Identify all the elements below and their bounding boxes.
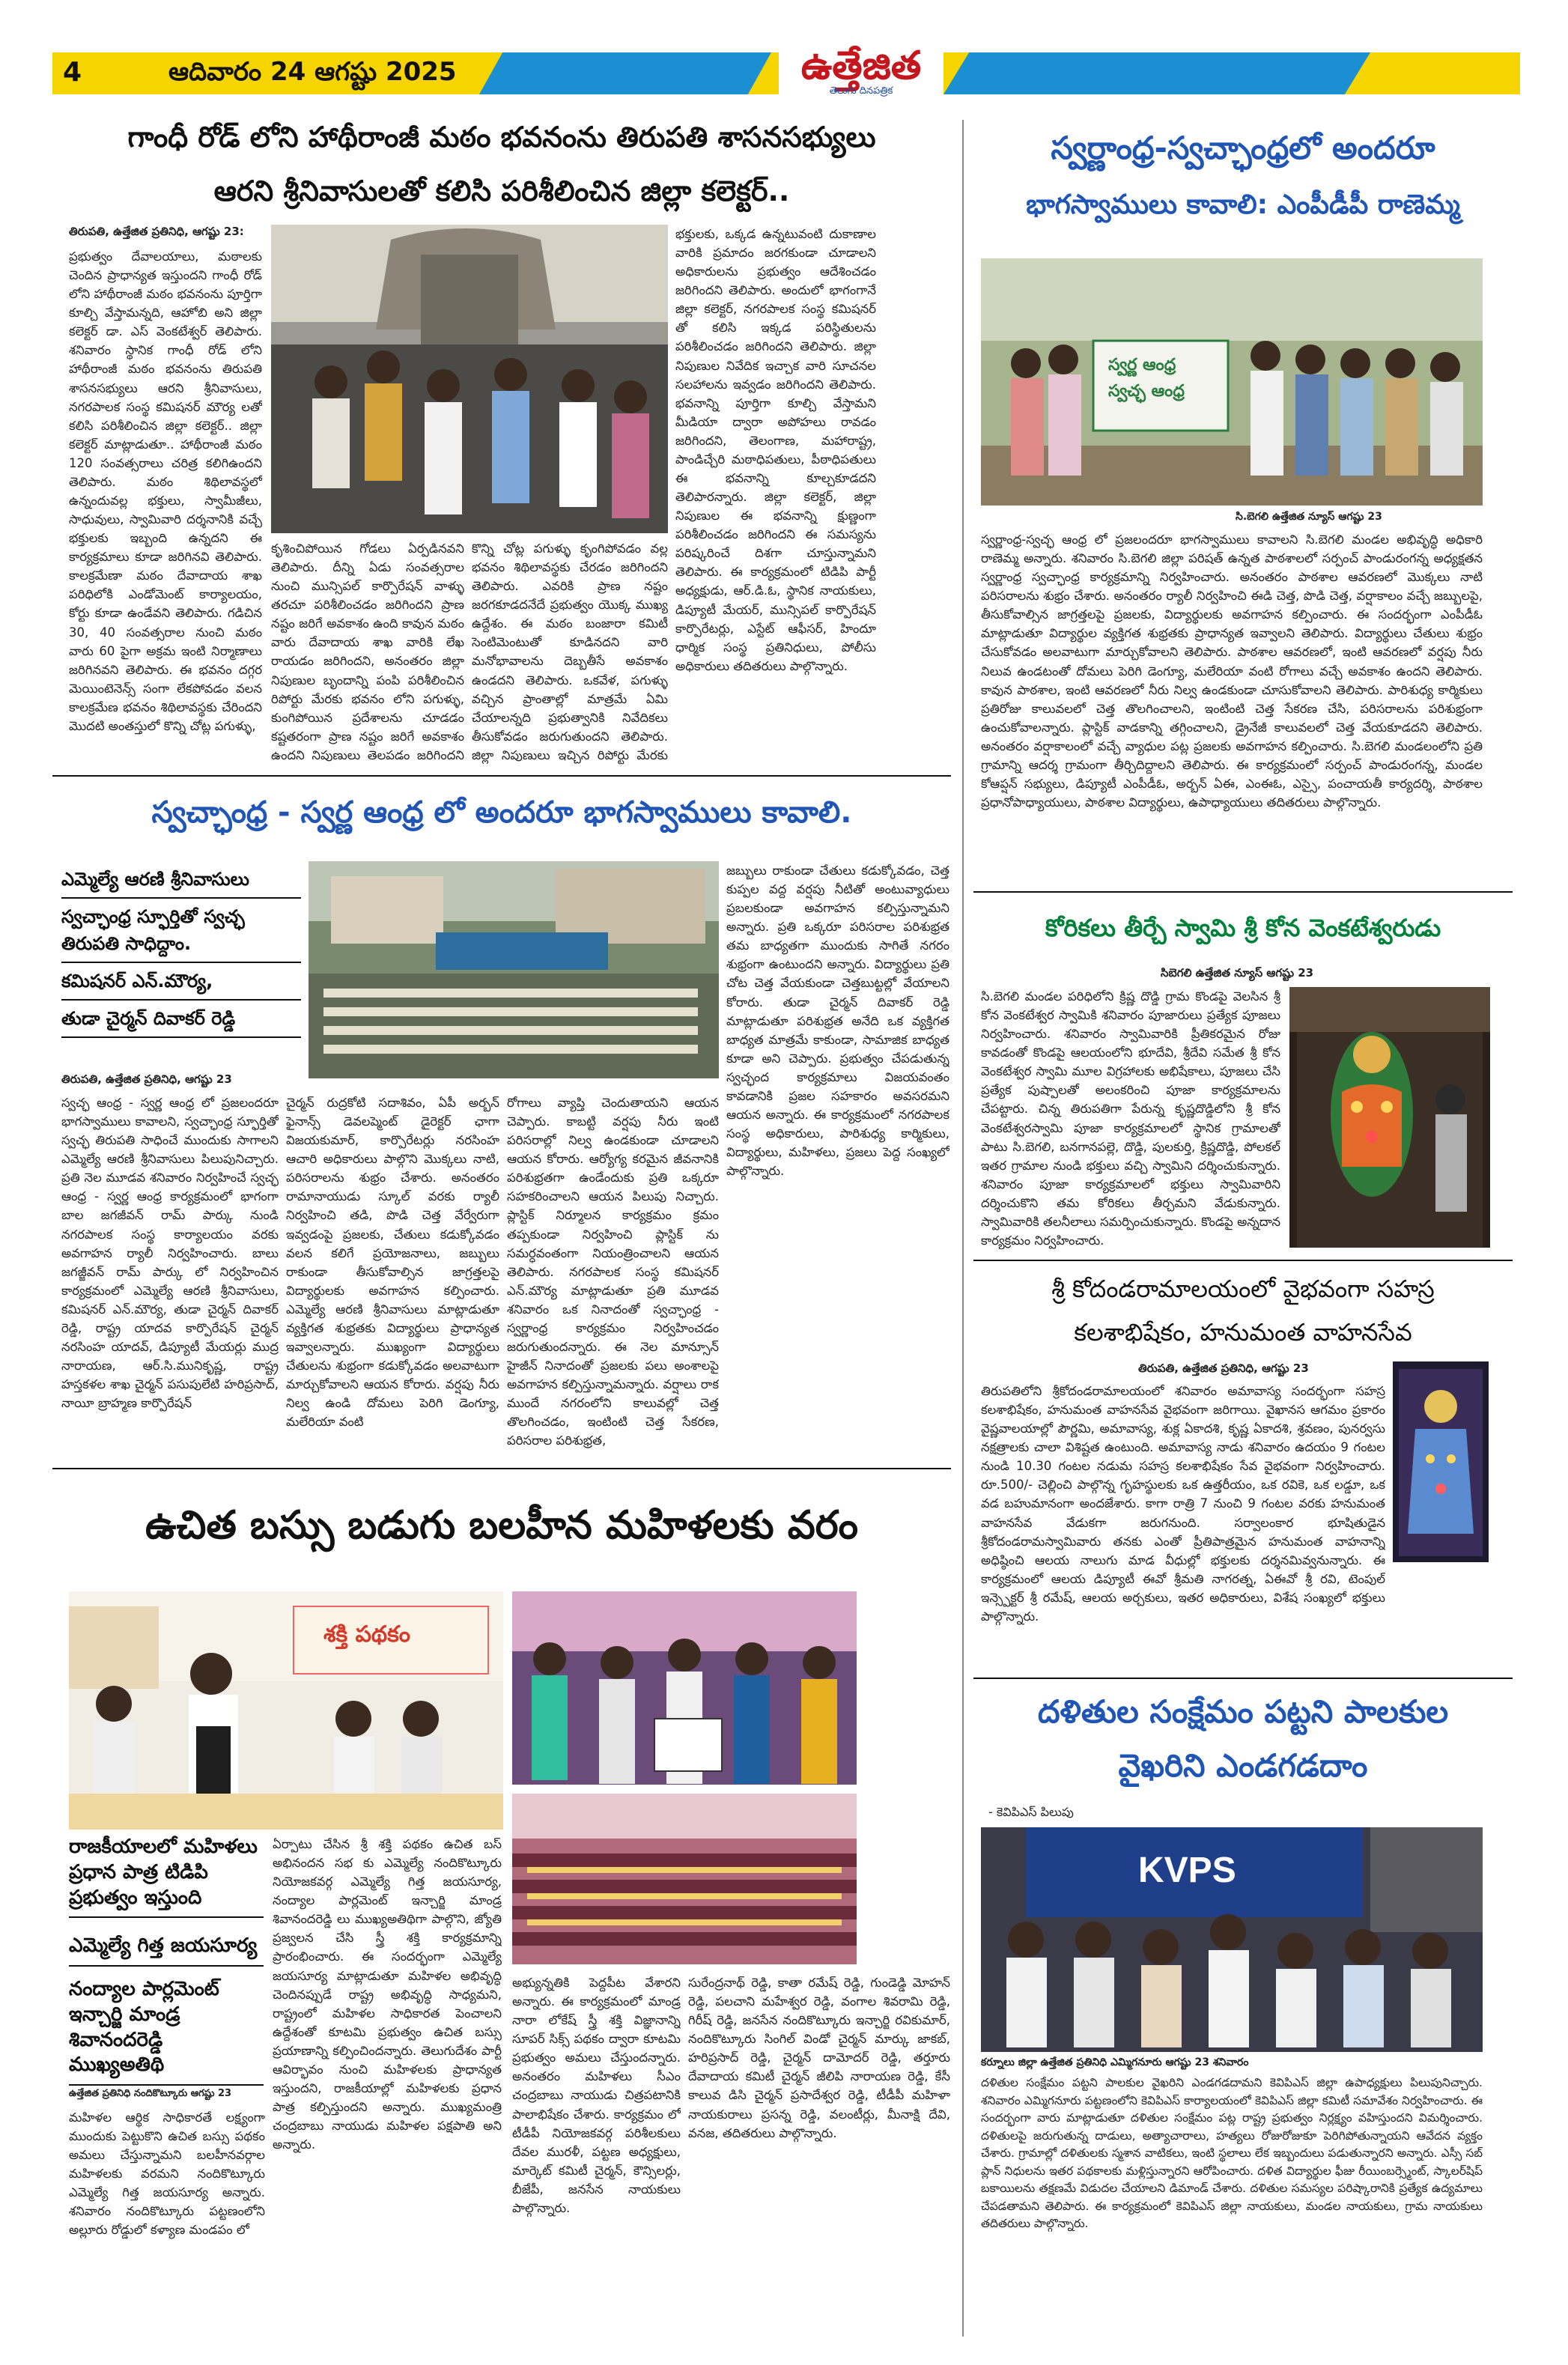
issue-date: ఆదివారం 24 ఆగష్టు 2025 <box>168 57 457 87</box>
stage-banner-text: శక్తి పథకం <box>323 1621 410 1648</box>
story5-headline-line2: కలశాభిషేకం, హనుమంత వాహనసేవ <box>1074 1318 1412 1347</box>
story7-headline-line2: వైఖరిని ఎండగడదాం <box>1118 1747 1368 1784</box>
story2-photo <box>981 258 1483 506</box>
story1-col3: కొన్ని చోట్ల పగుళ్ళు కృంగిపోవడం వల్ల భవనం శిథిలావస్థకు చేరడం జరిగిందని తెలిపారు. ఎవరికి ప్రాణ నష్టం జరగకూడదనేదే ప్రభుత్వం యొక్క ముఖ్య ఉద్దేశం. ఈ మఠం బంజారా కమిటీ సెంటిమెంటుతో కూడినదని వారి మనోభావాలను దెబ్బతీసే అవకాశం ఉండదని తెలిపారు. ఒకవేళ, పగుళ్ళు వచ్చిన ప్రాంతాల్లో మాత్రమే ఏమి చేయాలన్నది ప్రభుత్వానికి నివేదికలు తీసుకోవడం జరుగుతుందని తెలిపారు. జిల్లా నిపుణులు ఇచ్చిన రిపోర్టు మేరకు <box>472 541 668 762</box>
story6-byline: ఉత్తేజిత ప్రతినిధి నందికొట్కూరు ఆగష్టు 23 <box>69 2088 232 2099</box>
story3-pull-quote-3: కమిషనర్ ఎన్.మౌర్య, <box>61 963 301 1001</box>
story1-col2-continued: కృశించిపోయిన గోడలు ఏర్పడినవని తెలిపారు. దీన్ని ఏడు సంవత్సరాల నుంచి మున్సిపల్ కార్పొరేషన్ వాళ్ళు తరచూ పరిశీలించడం జరిగిందని ప్రాణ నష్టం జరిగే అవకాశం ఉంది కావున మఠం వారు దేవాదాయ శాఖ వారికి లేఖ రాయడం జరిగిందని, అనంతరం జిల్లా నిపుణుల బృందాన్ని పంపి పరిశీలించిన రిపోర్టు మేరకు భవనం లోని పగుళ్ళు, కుంగిపోయిన ప్రదేశాలను చూడడం కష్టతరంగా ప్రాణ నష్టం జరిగే అవకాశం ఉందని నిపుణులు తెలపడం జరిగిందని <box>271 541 464 762</box>
story1-col4: భక్తులకు, ఒక్కడ ఉన్నటువంటి దుకాణాల వారికి ప్రమాదం జరగకుండా చూడాలని అధికారులను ప్రభుత్వం ఆదేశించడం జరిగిందని తెలిపారు. అందులో భాగంగానే జిల్లా కలెక్టర్, నగరపాలక సంస్థ కమిషనర్ తో కలిసి ఇక్కడ పరిస్థితులను పరిశీలించడం జరిగిందని తెలిపారు. జిల్లా నిపుణుల నివేదిక ఇచ్చాక వారి సూచనల సలహాలను ఇవ్వడం జరిగిందని తెలిపారు. భవనాన్ని పూర్తిగా కూల్చి వేస్తామని మీడియా ద్వారా అపోహలు రావడం జరిగిందని, తెలంగాణ, మహారాష్ట్ర, పాండిచ్చేరి మఠాధిపతులు, పీఠాధిపతులు ఈ భవనాన్ని కూల్చకూడదని తెలిపారన్నారు. జిల్లా కలెక్టర్, జిల్లా నిపుణుల ఈ భవనాన్ని క్షుణ్ణంగా పరిశీలించడం జరిగిందని ఈ సమస్యను పరిష్కరించే దిశగా చూస్తున్నామని తెలిపారు. ఈ కార్యక్రమంలో టిడిపి పార్టీ అధ్యక్షుడు, ఆర్.డి.ఓ, స్థానిక నాయకులు, డిప్యూటీ మేయర్, మున్సిపల్ కార్పొరేషన్ కార్పొరేటర్లు, ఎస్టేట్ ఆఫీసర్, హిందూ ధార్మిక సంస్థ ప్రతినిధులు, పోలీసు అధికారులు తదితరులు పాల్గొన్నారు. <box>675 227 876 673</box>
story3-col2: చైర్మన్ రుద్రకోటి సదాశివం, ఏపీ అర్బన్ ఫైనాన్స్ డెవలప్మెంట్ డైరెక్టర్ ఛాగా విజయకుమార్, కార్పొరేటర్లు నరసింహ ఆచారి అధికారులు పాల్గొని మొక్కలు నాటి, పరిసరాలను శుభ్రం చేశారు. అనంతరం రామానాయుడు స్కూల్ వరకు ర్యాలీ నిర్వహించి తడి, పొడి చెత్త వేర్వేరుగా ఇవ్వడంపై ప్రజలకు, చేతులు కడుక్కోవడం వలన కలిగే ప్రయోజనాలు, జబ్బులు రాకుండా తీసుకోవాల్సిన జాగ్రత్తలపై విద్యార్థులకు అవగాహన కల్పించారు. ఎమ్మెల్యే ఆరణి శ్రీనివాసులు మాట్లాడుతూ వ్యక్తిగత శుభ్రతకు విద్యార్థులు ప్రాధాన్యత ఇవ్వాలన్నారు. ముఖ్యంగా విద్యార్థులు చేతులను శుభ్రంగా కడుక్కోవడం అలవాటుగా మార్చుకోవాలని ఆయన కోరారు. వర్షపు నీరు నిల్వ ఉండి దోమలు పెరిగి డెంగ్యూ, మలేరియా వంటి <box>286 1096 499 1430</box>
mla-speech-photo <box>69 1591 503 1830</box>
rally-banner-text-2: స్వచ్ఛ ఆంధ్ర <box>1108 382 1185 401</box>
story6-col3: అభ్యున్నతికి పెద్దపీట వేశారని అన్నారు. ఈ కార్యక్రమంలో మాండ్ర నారా లోకేష్ స్త్రీ శక్తి విజ్ఞానాన్ని సూపర్ సిక్స్ పథకం ద్వారా కూటమి ప్రభుత్వం అమలు చేస్తుందన్నారు. అనంతరం మహిళలు సీఎం చంద్రబాబు నాయుడు చిత్రపటానికి పాలాభిషేకం చేశారు. కార్యక్రమం లో టీడీపీ నియోజకవర్గ పరిశీలకులు దేవల మురళీ, పట్టణ అధ్యక్షులు, మార్కెట్ కమిటీ చైర్మన్, కౌన్సిలర్లు, బీజేపీ, జనసేన నాయకులు పాల్గొన్నారు. <box>512 1976 681 2215</box>
story1-headline-line1: గాంధీ రోడ్ లోని హాథీరాంజీ మఠం భవనంను తిరుపతి శాసనసభ్యులు <box>127 121 876 154</box>
rally-banner-text-1: స్వర్ణ ఆంధ్ర <box>1108 356 1176 374</box>
story3-pull-quote-2: స్వచ్ఛాంధ్ర స్ఫూర్తితో స్వచ్ఛ తిరుపతి సాధిద్దాం. <box>61 899 301 963</box>
masthead-logo: ఉత్తేజిత <box>800 43 922 88</box>
story1-headline-line2: ఆరని శ్రీనివాసులతో కలిసి పరిశీలించిన జిల్లా కలెక్టర్.. <box>213 174 790 207</box>
story3-col1: స్వచ్ఛ ఆంధ్ర - స్వర్ణ ఆంధ్ర లో ప్రజలందరూ భాగస్వాములు కావాలని, స్వచ్ఛాంధ్ర స్ఫూర్తితో స్వచ్ఛ తిరుపతి సాధించే ముందుకు సాగాలని ఎమ్మెల్యే ఆరణి శ్రీనివాసులు పిలుపునిచ్చారు. ప్రతి నెల మూడవ శనివారం నిర్వహించే స్వచ్ఛ ఆంధ్ర - స్వర్ణ ఆంధ్ర కార్యక్రమంలో భాగంగా బాల జగజీవన్ రామ్ పార్కు నుండి నగరపాలక సంస్థ కార్యాలయం వరకు అవగాహన ర్యాలీ నిర్వహించారు. బాలు జగజ్జీవన్ రామ్ పార్కు లో నిర్వహించిన కార్యక్రమంలో ఎమ్మెల్యే ఆరణి శ్రీనివాసులు, కమిషనర్ ఎన్.మౌర్య, తుడా చైర్మన్ దివాకర్ రెడ్డి, రాష్ట్ర యాదవ కార్పొరేషన్ చైర్మన్ నరసింహ యాదవ్, డిప్యూటీ మేయర్లు ముద్ర నారాయణ, ఆర్.సి.మునికృష్ణ, రాష్ట్ర హస్తకళల శాఖ చైర్మన్ పసుపులేటి హరిప్రసాద్, నాయీ బ్రాహ్మణ కార్పొరేషన్ <box>61 1096 279 1411</box>
story5-photo <box>1393 1361 1489 1562</box>
story2-subheadline: భాగస్వాములు కావాలి: ఎంపీడీపీ రాణెమ్మ <box>1026 189 1460 220</box>
rally-photo <box>981 258 1483 506</box>
page-number: 4 <box>63 57 82 88</box>
story5-byline: తిరుపతి, ఉత్తేజిత ప్రతినిధి, ఆగష్టు 23 <box>1138 1361 1309 1375</box>
story6-pull-quote-3: నంద్యాల పార్లమెంట్ ఇన్చార్జి మాండ్ర శివానందరెడ్డి ముఖ్యఅతిథి <box>69 1977 264 2086</box>
story2-headline: స్వర్ణాంధ్ర-స్వచ్ఛాంధ్రలో అందరూ <box>1051 130 1435 166</box>
story5-bottom-rule <box>973 1678 1513 1679</box>
story7-photo <box>981 1827 1483 2052</box>
masthead-tagline: తెలుగు దినపత్రిక <box>829 85 893 97</box>
story6-top-rule <box>52 1468 951 1469</box>
story3-photo <box>309 861 719 1078</box>
story2-photo-caption: సి.బెగలి ఉత్తేజిత న్యూస్ ఆగష్టు 23 <box>1236 511 1382 523</box>
story1-byline: తిరుపతి, ఉత్తేజిత ప్రతినిధి, ఆగష్టు 23: <box>69 225 244 238</box>
audience-crowd-photo <box>512 1794 857 1964</box>
story3-pull-quote-1: ఎమ్మెల్యే ఆరణి శ్రీనివాసులు <box>61 861 301 899</box>
kvps-banner-text: KVPS <box>1138 1851 1236 1890</box>
header-blue-stripe <box>479 52 771 94</box>
story6-photo-crowd <box>512 1794 857 1964</box>
hanumantha-vahana-photo <box>1393 1361 1489 1562</box>
story4-bottom-rule <box>973 1260 1513 1261</box>
story2-bottom-rule <box>973 891 1513 893</box>
story6-pull-quote-1: రాజకీయాలలో మహిళలు ప్రధాన పాత్ర టిడిపి ప్రభుత్వం ఇస్తుంది <box>69 1835 264 1918</box>
story6-col4: సురేంద్రనాథ్ రెడ్డి, కాతా రమేష్ రెడ్డి, గుండెడ్డి మోహన్ రెడ్డి, పలచాని మహేశ్వర రెడ్డి, వంగాల శివరామి రెడ్డి, గిరీష్ రెడ్డి, జనసేన నందికొట్కూరు ఇన్చార్జి రవికుమార్, నందికొట్కూరు సింగిల్ విండో చైర్మన్ మార్కు జాకబ్, హరిప్రసాద్ రెడ్డి, చైర్మన్ దామోదర్ రెడ్డి, తర్తూరు దేవాదాయ కమిటీ చైర్మన్ జీలిపి నారాయణ రెడ్డి, కేసీ కాలువ డిసి చైర్మన్ ప్రసాదేశ్వర రెడ్డి, టీడీపీ మహిళా నాయకురాలు ప్రసన్న రెడ్డి, వలంటీర్లు, మీనాక్షి దేవి, వనజ, తదితరులు పాల్గొన్నారు. <box>688 1976 950 2140</box>
story3-byline: తిరుపతి, ఉత్తేజిత ప్రతినిధి, ఆగష్టు 23 <box>61 1072 232 1086</box>
story4-headline: కోరికలు తీర్చే స్వామి శ్రీ కోన వెంకటేశ్వరుడు <box>1045 914 1441 942</box>
story2-body: స్వర్ణాంధ్ర-స్వచ్ఛ ఆంధ్ర లో ప్రజలందరూ భాగస్వాములు కావాలని సి.బెగలి మండల అభివృద్ధి అధికారి రాణెమ్మ అన్నారు. శనివారం సి.బెగలి జిల్లా పరిషత్ ఉన్నత పాఠశాలలో సర్పంచ్ పాండురంగన్న అధ్యక్షతన స్వర్ణాంధ్ర స్వచ్ఛాంధ్ర కార్యక్రమాన్ని నిర్వహించారు. అనంతరం పాఠశాల ఆవరణలో మొక్కలు నాటి పరిసరాలను శుభ్రం చేశారు. అనంతరం ర్యాలీ నిర్వహించి ఈడి చెత్త, పొడి చెత్త, వర్షాకాలం వచ్చే జబ్బులపై, తీసుకోవాల్సిన జాగ్రత్తలపై ప్రజలకు, విద్యార్థులకు అవగాహన కల్పించారు. ఈ సందర్భంగా ఎంపీడీఓ మాట్లాడుతూ విద్యార్థుల వ్యక్తిగత శుభ్రతకు ప్రాధాన్యత ఇవ్వాలని తెలిపారు. విద్యార్థులు చేతులు శుభ్రం చేసుకోవడం అలవాటుగా మార్చుకోవాలని తెలిపారు. పాఠశాల ఆవరణలో, ఇంటి ఆవరణలో వర్షపు నీరు నిలువ ఉండటంతో దోమలు పెరిగి డెంగ్యూ, మలేరియా వంటి రోగాలు వచ్చే అవకాశం ఉందని తెలిపారు. కావున పాఠశాల, ఇంటి ఆవరణలో నీరు నిల్వ ఉండకుండా చూసుకోవాలని తెలిపారు. పారిశుధ్య కార్మికులు ప్రతిరోజు కాలువలలో చెత్త తొలగించాలని, ఇంటింటి చెత్త సేకరణ చేసి, పరిసరాలను పరిశుభ్రంగా ఉంచుకోవాలన్నారు. ప్లాస్టిక్ వాడకాన్ని తగ్గించాలని, డ్రైనేజీ కాలువలలో చెత్త వేయకూడదని తెలిపారు. అనంతరం వర్షాకాలంలో వచ్చే వ్యాధుల పట్ల ప్రజలకు అవగాహన కల్పించారు. సి.బెగలి మండలంలోని ప్రతి గ్రామాన్ని ఆదర్శ గ్రామంగా తీర్చిదిద్దాలని తెలిపారు. ఈ కార్యక్రమంలో సర్పంచ్ పాండురంగన్న, మండల కోఆప్షన్ సభ్యులు, డిప్యూటీ ఎంపీడీఓ, అర్బన్ ఏఈ, ఎంఈఓ, ఎస్సై, పంచాయతీ కార్యదర్శి, పాఠశాల ప్రధానోపాధ్యాయులు, పాఠశాల విద్యార్థులు, ఉపాధ్యాయులు తదితరులు పాల్గొన్నారు. <box>981 532 1483 810</box>
story6-headline: ఉచిత బస్సు బడుగు బలహీన మహిళలకు వరం <box>145 1503 858 1548</box>
story6-col2: ఏర్పాటు చేసిన శ్రీ శక్తి పథకం ఉచిత బస్ అభినందన సభ కు ఎమ్మెల్యే నందికొట్కూరు నియోజకవర్గ ఎమ్మెల్యే గిత్త జయసూర్య, నంద్యాల పార్లమెంట్ ఇన్చార్జి మాండ్ర శివానందరెడ్డి లు ముఖ్యఅతిథిగా పాల్గొని, జ్యోతి ప్రజ్వలన చేసి స్త్రీ శక్తి కార్యక్రమాన్ని ప్రారంభించారు. ఈ సందర్భంగా ఎమ్మెల్యే జయసూర్య మాట్లాడుతూ మహిళల అభివృద్ధి చెందినప్పుడే రాష్ట్ర అభివృద్ధి సాధ్యమని, రాష్ట్రంలో మహిళల సాధికారత పెంచాలని ఉద్దేశంతో కూటమి ప్రభుత్వం ఉచిత బస్సు ప్రయాణాన్ని కల్పించిందన్నారు. తెలుగుదేశం పార్టీ ఆవిర్భావం నుంచి మహిళలకు ప్రాధాన్యత ఇస్తుందని, రాజకీయాల్లో మహిళలకు ప్రధాన పాత్ర కల్పిస్తుందని అన్నారు. ముఖ్యమంత్రి చంద్రబాబు నాయుడు మహిళల పక్షపాతి అని అన్నారు. <box>273 1837 502 2152</box>
story5-body: తిరుపతిలోని శ్రీకోదండరామాలయంలో శనివారం అమావాస్య సందర్భంగా సహస్ర కలశాభిషేకం, హనుమంత వాహనసేవ వైభవంగా జరిగాయి. వైఖానస ఆగమం ప్రకారం వైష్ణవాలయాల్లో పౌర్ణమి, అమావాస్య, శుక్ల ఏకాదశి, కృష్ణ ఏకాదశి, శ్రవణం, పునర్వసు నక్షత్రాలకు చాలా విశిష్టత ఉంటుంది. అమావాస్య నాడు శనివారం ఉదయం 9 గంటల నుండి 10.30 గంటల నడుమ సహస్ర కలశాభిషేకం సేవ వైభవంగా నిర్వహించారు. రూ.500/- చెల్లించి పాల్గొన్న గృహస్థులకు ఒక ఉత్తరీయం, ఒక రవికె, ఒక లడ్డూ, ఒక వడ బహుమానంగా అందజేశారు. కాగా రాత్రి 7 నుంచి 9 గంటల వరకు హనుమంత వాహనసేవ వేడుకగా జరుగనుంది. సర్వాలంకార భూషితుడైన శ్రీకోదండరామస్వామివారు తనకు ఎంతో ప్రీతిపాత్రమైన హనుమంత వాహనాన్ని అధిష్ఠించి ఆలయ నాలుగు మాడ వీధుల్లో భక్తులకు దర్శనమివ్వనున్నారు. ఈ కార్యక్రమంలో ఆలయ డిప్యూటీ ఈవో శ్రీమతి నాగరత్న, ఏఈవో శ్రీ రవి, టెంపుల్ ఇన్స్పెక్టర్ శ్రీ రమేష్, ఆలయ అర్చకులు, ఇతర అధికారులు, విశేష సంఖ్యలో భక్తులు పాల్గొన్నారు. <box>981 1384 1385 1624</box>
story6-photo-stage <box>69 1591 503 1830</box>
story3-top-rule <box>52 775 951 777</box>
story3-col4: జబ్బులు రాకుండా చేతులు కడుక్కోవడం, చెత్త కుప్పల వద్ద వర్షపు నీటితో అంటువ్యాధులు ప్రబలకుండా అవగాహన కల్పిస్తున్నామని అన్నారు. ప్రతి ఒక్కరూ పరిసరాల పరిశుభ్రత తమ బాధ్యతగా ముందుకు సాగితే నగరం శుభ్రంగా ఉంటుందని అన్నారు. విద్యార్థులు ప్రతి చోట చెత్త వేయకుండా చెత్తబుట్టల్లో వేయాలని కోరారు. తుడా చైర్మన్ దివాకర్ రెడ్డి మాట్లాడుతూ పరిశుభ్రత అనేది ఒక వ్యక్తిగత బాధ్యత మాత్రమే కాకుండా, సామాజిక బాధ్యత కూడా అని చెప్పారు. ప్రభుత్వం చేపడుతున్న స్వచ్ఛంద కార్యక్రమాలు విజయవంతం కావడానికి ప్రజల సహకారం అవసరమని ఆయన అన్నారు. ఈ కార్యక్రమంలో నగరపాలక సంస్థ అధికారులు, పారిశుధ్య కార్మికులు, విద్యార్థులు, మహిళలు, ప్రజలు పెద్ద సంఖ్యలో పాల్గొన్నారు. <box>726 863 949 1179</box>
masthead-logo-box <box>779 43 943 111</box>
story1-photo <box>271 225 668 533</box>
story4-byline: సిబెగలి ఉత్తేజిత న్యూస్ ఆగష్టు 23 <box>1161 966 1314 980</box>
venkateswara-deity-photo <box>1289 987 1490 1248</box>
story7-headline-line1: దళితుల సంక్షేమం పట్టని పాలకుల <box>1037 1693 1449 1730</box>
story7-subheadline: - కెవిపిఎస్ పిలుపు <box>988 1805 1074 1819</box>
story3-col3: రోగాలు వ్యాప్తి చెందుతాయని ఆయన చెప్పారు. కాబట్టి వర్షపు నీరు ఇంటి పరిసరాల్లో నిల్వ ఉండకుండా చూడాలని ఆయన కోరారు. ఆర్యోగ్య కరమైన జీవనానికి పరిశుభ్రతగా ఉండేందుకు ప్రతి ఒక్కరూ సహకరించాలని ఆయన పిలుపు నిచ్చారు. ప్లాస్టిక్ నిర్మూలన కార్యక్రమం క్రమం తప్పకుండా నిర్వహించి ప్లాస్టిక్ ను సమర్ధవంతంగా నియంత్రించాలని ఆయన తెలిపారు. నగరపాలక సంస్థ కమిషనర్ ఎన్.మౌర్య మాట్లాడుతూ ప్రతి మూడవ శనివారం ఒక నినాదంతో స్వచ్ఛాంధ్ర - స్వర్ణాంధ్ర కార్యక్రమం నిర్వహించడం జరుగుతుందన్నారు. ఈ నెల మాన్సూన్ హైజీన్ నినాదంతో ప్రజలకు పలు అంశాలపై అవగాహన కల్పిస్తున్నామన్నారు. వర్షాలు రాక ముందే నగరంలోని కాలువల్లో చెత్త తొలగించడం, ఇంటింటి చెత్త సేకరణ, పరిసరాల పరిశుభ్రత, <box>507 1096 719 1448</box>
school-gathering-photo <box>309 861 719 1078</box>
story7-body: దళితుల సంక్షేమం పట్టని పాలకుల వైఖరిని ఎండగడదామని కెవిపిఎస్ జిల్లా ఉపాధ్యక్షులు పిలుపునిచ్చారు. శనివారం ఎమ్మిగనూరు పట్టణంలోని కెవిపిఎస్ కార్యాలయంలో కెవిపిఎస్ జిల్లా కమిటీ సమావేశం నిర్వహించారు. ఈ సందర్భంగా వారు మాట్లాడుతూ దళితుల సంక్షేమం పట్ల రాష్ట్ర ప్రభుత్వం నిర్లక్ష్యం వహిస్తుందని విమర్శించారు. దళితులపై జరుగుతున్న దాడులు, అత్యాచారాలు, హత్యలు రోజురోజుకూ పెరిగిపోతున్నాయని ఆవేదన వ్యక్తం చేశారు. గ్రామాల్లో దళితులకు స్మశాన వాటికలు, ఇంటి స్థలాలు లేక ఇబ్బందులు పడుతున్నారని అన్నారు. ఎస్సీ సబ్ ప్లాన్ నిధులను ఇతర పథకాలకు మళ్లిస్తున్నారని ఆరోపించారు. దళిత విద్యార్థుల ఫీజు రీయింబర్స్మెంట్, స్కాలర్‌షిప్ బకాయిలను తక్షణమే విడుదల చేయాలని డిమాండ్ చేశారు. దళితుల సమస్యల పరిష్కారానికి ప్రత్యేక ఉద్యమాలు చేపడతామని తెలిపారు. ఈ కార్యక్రమంలో కెవిపిఎస్ జిల్లా నాయకులు, మండల నాయకులు, గ్రామ నాయకులు తదితరులు పాల్గొన్నారు. <box>981 2076 1483 2231</box>
story4-photo <box>1289 987 1490 1248</box>
column-divider <box>962 120 964 2337</box>
story6-photo-garland <box>512 1591 857 1785</box>
women-felicitation-photo <box>512 1591 857 1785</box>
story3-pull-quote-4: తుడా చైర్మన్ దివాకర్ రెడ్డి <box>61 1001 301 1038</box>
header-blue-stripe-right <box>943 52 1370 94</box>
story6-col1: మహిళల ఆర్థిక సాధికారతే లక్ష్యంగా ముందుకు పెట్టుకొని ఉచిత బస్సు పథకం అమలు చేస్తున్నామని బలహీనవర్గాల మహిళలకు వరమని నందికొట్కూరు ఎమ్మెల్యే గిత్త జయసూర్య అన్నారు. శనివారం నందికొట్కూరు పట్టణంలోని అల్లూరు రోడ్డులో కళ్యాణ మండపం లో <box>69 2110 265 2238</box>
story7-photo-caption: కర్నూలు జిల్లా ఉత్తేజిత ప్రతినిధి ఎమ్మిగనూరు ఆగష్టు 23 శనివారం <box>981 2056 1249 2068</box>
story3-headline: స్వచ్ఛాంధ్ర - స్వర్ణ ఆంధ్ర లో అందరూ భాగస్వాములు కావాలి. <box>151 795 852 830</box>
collector-inspection-photo <box>271 225 668 533</box>
story3-pull-quote-box <box>61 861 301 1038</box>
story6-pull-quote-2: ఎమ్మెల్యే గిత్త జయసూర్య <box>69 1934 264 1967</box>
story4-body: సి.బెగలి మండల పరిధిలోని క్రిష్ణ దొడ్డి గ్రామ కొండపై వెలసిన శ్రీ కోన వెంకటేశ్వర స్వామికి శనివారం పూజారులు ప్రత్యేక పూజలు నిర్వహించారు. శనివారం స్వామివారికి ప్రీతికరమైన రోజు కావడంతో కొండపై ఆలయంలోని భూదేవి, శ్రీదేవి సమేత శ్రీ కోన వెంకటేశ్వర స్వామి మూల విగ్రహాలకు అభిషేకాలు, పూజలు చేసి ప్రత్యేక పుష్పాలతో అలంకరించి పూజా కార్యక్రమాలను చేపట్టారు. చిన్న తిరుపతిగా పేరున్న కృష్ణదొడ్డిలోని శ్రీ కోన వెంకటేశ్వరస్వామి పూజా కార్యక్రమాలలో స్థానిక గ్రామాలతో పాటు సి.బెగలి, బనగానపల్లె, దొడ్డి, పులకుర్తి, క్రిష్ణదొడ్డి, పోలకల్ ఇతర గ్రామాల నుండి భక్తులు వచ్చి స్వామిని దర్శించుకున్నారు. శనివారం పూజా కార్యక్రమాలలో భక్తులు స్వామివారిని దర్శించుకొని తమ కోరికలు తీర్చమని వేడుకున్నారు. స్వామివారికి తలనీలాలు సమర్పించుకున్నారు. కొండపై అన్నదాన కార్యక్రమం నిర్వహించారు. <box>981 989 1280 1248</box>
story1-col1: ప్రభుత్వం దేవాలయాలు, మఠాలకు చెందిన ప్రాధాన్యత ఇస్తుందని గాంధీ రోడ్ లోని హాథీరాంజీ మఠం భవనంను పూర్తిగా కూల్చి వేస్తామన్నది, ఆహోబి అని జిల్లా కలెక్టర్ డా. ఎస్ వెంకటేశ్వర్ తెలిపారు. శనివారం స్థానిక గాంధీ రోడ్ లోని హాథీరాంజీ మఠం భవనంను తిరుపతి శాసనసభ్యులు ఆరని శ్రీనివాసులు, నగరపాలక సంస్థ కమిషనర్ మౌర్య లతో కలిసి పరిశీలించిన జిల్లా కలెక్టర్.. జిల్లా కలెక్టర్ మాట్లాడుతూ.. హాథీరాంజీ మఠం 120 సంవత్సరాలు చరిత్ర కలిగిఉందని తెలిపారు. మఠం శిథిలావస్థలో ఉన్నందువల్ల భక్తులు, స్వామీజీలు, సాధువులు, స్వామివారి దర్శనానికి వచ్చే భక్తులకు ఇబ్బంది ఉన్నదని ఈ కార్యక్రమాలు కూడా జరిగినవి తెలిపారు. కాలక్రమేణా మఠం దేవాదాయ శాఖ పరిధిలోకి ఎండోమెంట్ కార్యాలయం, కోర్టు కూడా ఉండేవని తెలిపారు. గడిచిన 30, 40 సంవత్సరాల నుంచి మఠం వారు 60 పైగా అక్రమ ఇంటి నిర్మాణాలు జరిగినవని తెలిపారు. ఈ భవనం దగ్గర మెయింటెనెన్స్ సంగా లేకపోవడం వలన కాలక్రమేణ భవనం శిథిలావస్థకు చేరిందని మొదటి అంతస్తులో కొన్ని చోట్ల పగుళ్ళు, <box>69 249 262 733</box>
story5-headline-line1: శ్రీ కోదండరామాలయంలో వైభవంగా సహస్ర <box>1051 1275 1435 1303</box>
